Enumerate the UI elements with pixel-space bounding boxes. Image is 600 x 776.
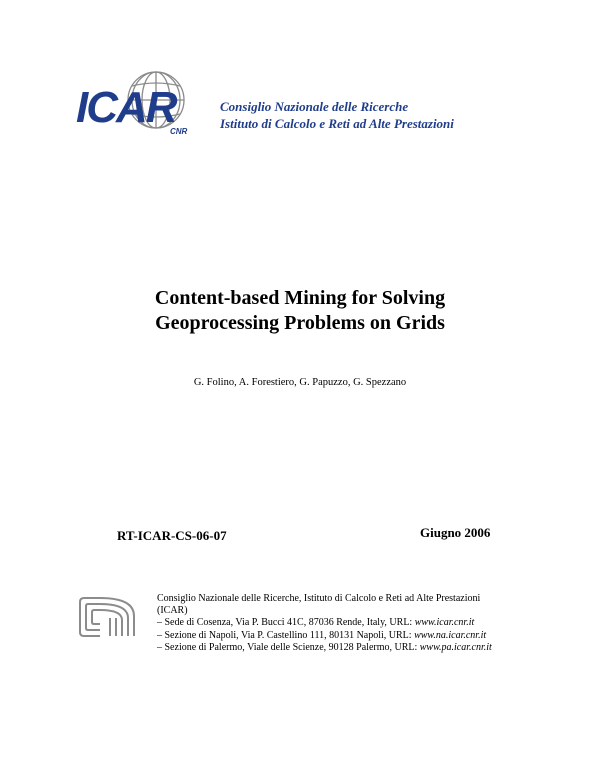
document-title — [0, 286, 600, 336]
title-line-2: Geoprocessing Problems on Grids — [155, 312, 445, 334]
org-name — [157, 593, 527, 605]
org-line-1: Consiglio Nazionale delle Ricerche, Istituto di Calcolo e Reti ad Alte Prestazioni — [157, 593, 481, 604]
sede-palermo — [157, 642, 527, 654]
footer-addresses — [157, 593, 527, 654]
logo-wordmark: ICAR — [76, 83, 176, 132]
icar-logo — [74, 70, 214, 142]
institute-line-1: Consiglio Nazionale delle Ricerche — [220, 99, 409, 114]
report-id: RT-ICAR-CS-06-07 — [117, 528, 227, 543]
logo-subtext: CNR — [170, 127, 188, 136]
sede-cosenza-url[interactable]: www.icar.cnr.it — [414, 617, 475, 629]
title-line-1: Content-based Mining for Solving — [154, 287, 446, 309]
sede-cosenza — [157, 617, 527, 629]
authors: G. Folino, A. Forestiero, G. Papuzzo, G. Spezzano — [193, 377, 407, 388]
sede-palermo-text: – Sezione di Palermo, Viale delle Scienze, 90128 Palermo, URL: — [157, 641, 420, 653]
cnr-logo-icon — [78, 592, 136, 638]
sede-napoli-text: – Sezione di Napoli, Via P. Castellino 111, 80131 Napoli, URL: — [157, 629, 415, 641]
sede-cosenza-text: – Sede di Cosenza, Via P. Bucci 41C, 87036 Rende, Italy, URL: — [157, 617, 415, 629]
institute-line-2: Istituto di Calcolo e Reti ad Alte Prestazioni — [220, 116, 454, 131]
sede-palermo-url[interactable]: www.pa.icar.cnr.it — [419, 641, 492, 653]
report-date: Giugno 2006 — [420, 525, 491, 540]
institute-header — [220, 98, 454, 132]
sede-napoli — [157, 630, 527, 642]
sede-napoli-url[interactable]: www.na.icar.cnr.it — [414, 629, 487, 641]
org-acronym: (ICAR) — [157, 605, 188, 617]
